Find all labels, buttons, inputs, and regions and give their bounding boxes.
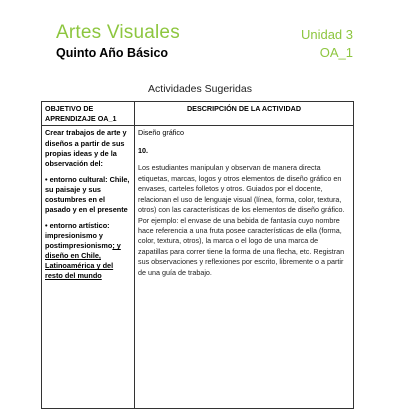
- objective-intro: Crear trabajos de arte y diseños a partir de sus propias ideas y de la observación del:: [45, 128, 127, 168]
- description-cell: [135, 126, 354, 409]
- objective-cell: [42, 126, 135, 409]
- objective-artistic-text: • entorno artístico: impresionismo y postimpresionismo: [45, 220, 113, 251]
- objective-column-header: OBJETIVO DE APRENDIZAJE OA_1: [42, 102, 135, 126]
- subject-title: Artes Visuales: [56, 22, 180, 43]
- table-row: [42, 126, 354, 409]
- section-title: Actividades Sugeridas: [148, 83, 252, 95]
- activity-body: Los estudiantes manipulan y observan de manera directa etiquetas, marcas, logos y otros elementos de diseño gráfico en envases, carteles folletos y otros. Guiados por el docente, relacionan el uso de lenguaje visual (línea, forma, color, textura, otros) con las características de los elementos de diseño gráfico. Por ejemplo: el envase de una bebida de fantasía cuyo nombre hace referencia a una fruta posee características de ella (forma, color, textura, otros), la marca o el logo de una marca de zapatillas para correr tiene la forma de una flecha, etc. Registran sus observaciones y reflexiones por escrito, libremente o a partir de una guía de trabajo.: [138, 163, 345, 277]
- description-column-header: DESCRIPCIÓN DE LA ACTIVIDAD: [135, 102, 354, 126]
- oa-label: OA_1: [319, 45, 353, 60]
- unit-label: Unidad 3: [300, 27, 353, 42]
- activities-table: [41, 101, 354, 409]
- table-header-row: [42, 102, 354, 126]
- objective-artistic-underlined: ; y diseño en Chile, Latinoamérica y del resto del mundo: [45, 241, 121, 281]
- activity-title: Diseño gráfico: [138, 128, 184, 138]
- activity-number: 10.: [138, 145, 148, 155]
- grade-subtitle: Quinto Año Básico: [56, 46, 169, 60]
- objective-artistic: [45, 221, 131, 281]
- objective-cultural: • entorno cultural: Chile, su paisaje y sus costumbres en el pasado y en el presente: [45, 174, 130, 214]
